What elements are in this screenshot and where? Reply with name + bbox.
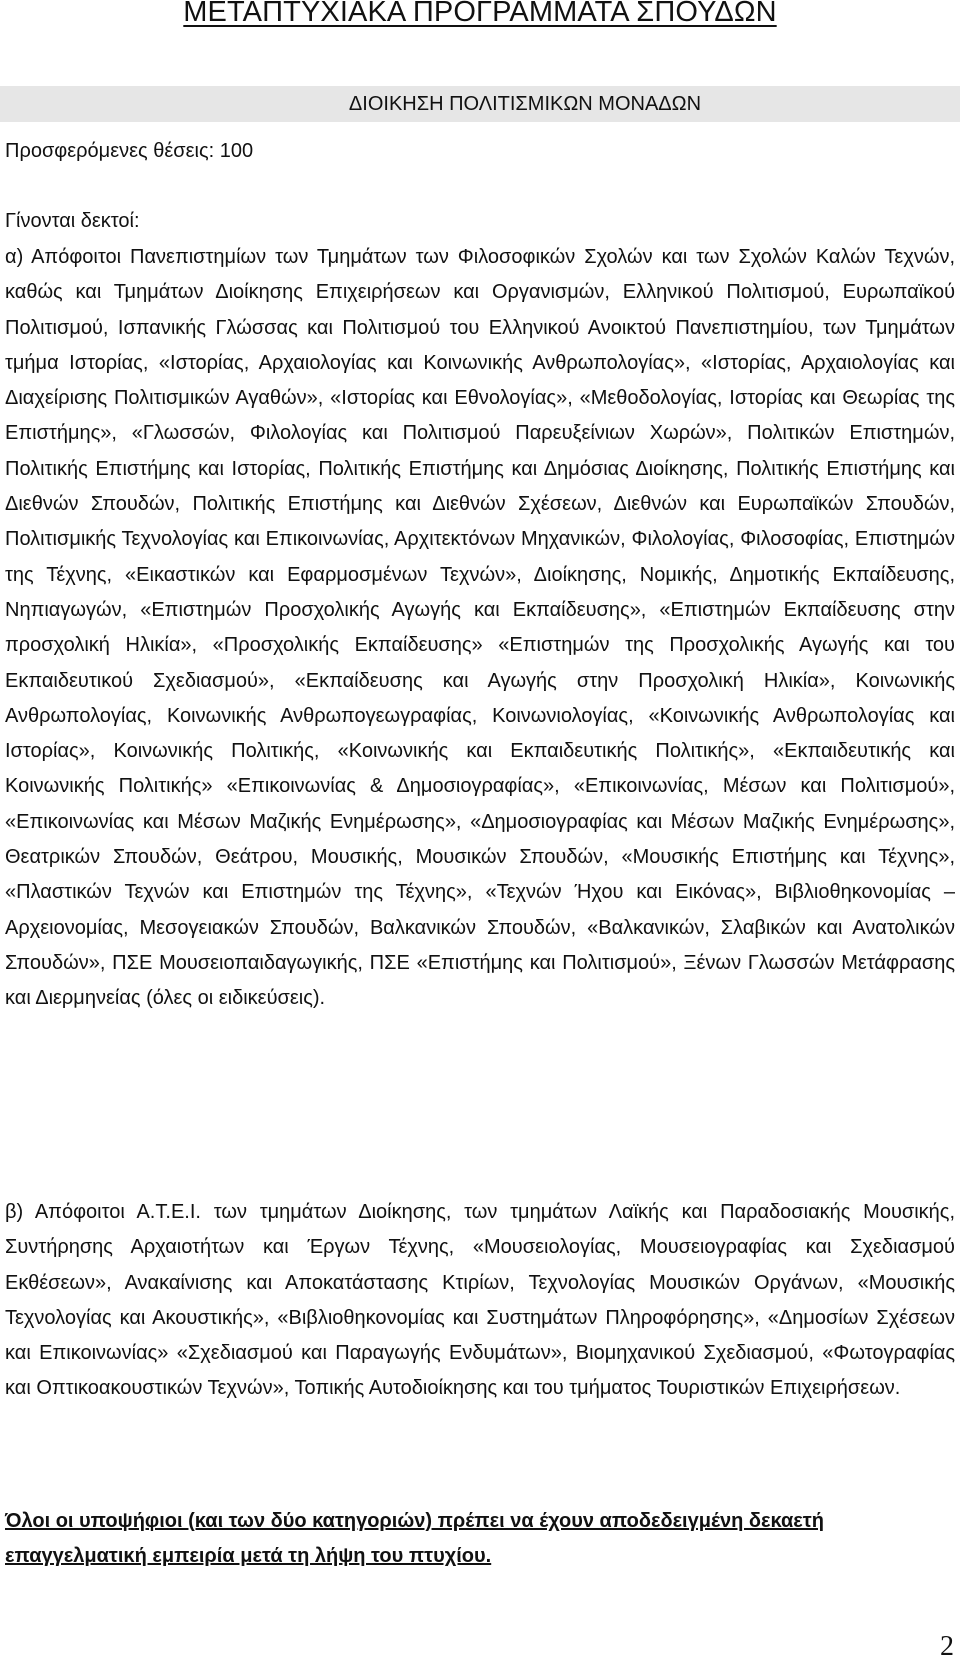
paragraph-tei-graduates: β) Απόφοιτοι Α.Τ.Ε.Ι. των τμημάτων Διοίκησης, των τμημάτων Λαϊκής και Παραδοσιακής Μουσικής, Συντήρησης Αρχαιοτήτων και Έργων Τέχνης, «Μουσειολογίας, Μουσειογραφίας και Σχεδιασμού Εκθέσεων», Ανακαίνισης και Αποκατάστασης Κτιρίων, Τεχνολογίας Μουσικών Οργάνων, «Μουσικής Τεχνολογίας και Ακουστικής», «Βιβλιοθηκονομίας και Συστημάτων Πληροφόρησης», «Δημοσίων Σχέσεων και Επικοινωνίας» «Σχεδιασμού και Παραγωγής Ενδυμάτων», Βιομηχανικού Σχεδιασμού, «Φωτογραφίας και Οπτικοακουστικών Τεχνών», Τοπικής Αυτοδιοίκησης και του τμήματος Τουριστικών Επιχειρήσεων. [5, 1201, 955, 1400]
experience-requirement-note: Όλοι οι υποψήφιοι (και των δύο κατηγοριών) πρέπει να έχουν αποδεδειγμένη δεκαετή επαγγελματική εμπειρία μετά τη λήψη του πτυχίου. [5, 1510, 824, 1567]
offered-positions: Προσφερόμενες θέσεις: 100 [5, 140, 254, 162]
page-number: 2 [940, 1631, 954, 1662]
page-title: ΜΕΤΑΠΤΥΧΙΑΚΑ ΠΡΟΓΡΑΜΜΑΤΑ ΣΠΟΥΔΩΝ [183, 0, 777, 28]
paragraph-university-graduates: α) Απόφοιτοι Πανεπιστημίων των Τμημάτων των Φιλοσοφικών Σχολών και των Σχολών Καλών Τεχνών, καθώς και Τμημάτων Διοίκησης Επιχειρήσεων και Οργανισμών, Ελληνικού Πολιτισμού, Ευρωπαϊκού Πολιτισμού, Ισπανικής Γλώσσας και Πολιτισμού του Ελληνικού Ανοικτού Πανεπιστημίου, των Τμημάτων τμήμα Ιστορίας, «Ιστορίας, Αρχαιολογίας και Κοινωνικής Ανθρωπολογίας», «Ιστορίας, Αρχαιολογίας και Διαχείρισης Πολιτισμικών Αγαθών», «Ιστορίας και Εθνολογίας», «Μεθοδολογίας, Ιστορίας και Θεωρίας της Επιστήμης», «Γλωσσών, Φιλολογίας και Πολιτισμού Παρευξείνιων Χωρών», Πολιτικών Επιστημών, Πολιτικής Επιστήμης και Ιστορίας, Πολιτικής Επιστήμης και Δημόσιας Διοίκησης, Πολιτικής Επιστήμης και Διεθνών Σπουδών, Πολιτικής Επιστήμης και Διεθνών Σχέσεων, Διεθνών και Ευρωπαϊκών Σπουδών, Πολιτισμικής Τεχνολογίας και Επικοινωνίας, Αρχιτεκτόνων Μηχανικών, Φιλολογίας, Φιλοσοφίας, Επιστημών της Τέχνης, «Εικαστικών και Εφαρμοσμένων Τεχνών», Διοίκησης, Νομικής, Δημοτικής Εκπαίδευσης, Νηπιαγωγών, «Επιστημών Προσχολικής Αγωγής και Εκπαίδευσης», «Επιστημών Εκπαίδευσης στην προσχολική Ηλικία», «Προσχολικής Εκπαίδευσης» «Επιστημών της Προσχολικής Αγωγής και του Εκπαιδευτικού Σχεδιασμού», «Εκπαίδευσης και Αγωγής στην Προσχολική Ηλικία», Κοινωνικής Ανθρωπολογίας, Κοινωνικής Ανθρωπογεωγραφίας, Κοινωνιολογίας, «Κοινωνικής Ανθρωπολογίας και Ιστορίας», Κοινωνικής Πολιτικής, «Κοινωνικής και Εκπαιδευτικής Πολιτικής», «Εκπαιδευτικής και Κοινωνικής Πολιτικής» «Επικοινωνίας & Δημοσιογραφίας», «Επικοινωνίας, Μέσων και Πολιτισμού», «Επικοινωνίας και Μέσων Μαζικής Ενημέρωσης», «Δημοσιογραφίας και Μέσων Μαζικής Ενημέρωσης», Θεατρικών Σπουδών, Θεάτρου, Μουσικής, Μουσικών Σπουδών, «Μουσικής Επιστήμης και Τέχνης», «Πλαστικών Τεχνών και Επιστημών της Τέχνης», «Τεχνών Ήχου και Εικόνας», Βιβλιοθηκονομίας – Αρχειονομίας, Μεσογειακών Σπουδών, Βαλκανικών Σπουδών, «Βαλκανικών, Σλαβικών και Ανατολικών Σπουδών», ΠΣΕ Μουσειοπαιδαγωγικής, ΠΣΕ «Επιστήμης και Πολιτισμού», Ξένων Γλωσσών Μετάφρασης και Διερμηνείας (όλες οι ειδικεύσεις). [5, 246, 955, 1010]
eligible-heading: Γίνονται δεκτοί: [5, 210, 140, 232]
section-title: ΔΙΟΙΚΗΣΗ ΠΟΛΙΤΙΣΜΙΚΩΝ ΜΟΝΑΔΩΝ [348, 93, 702, 115]
